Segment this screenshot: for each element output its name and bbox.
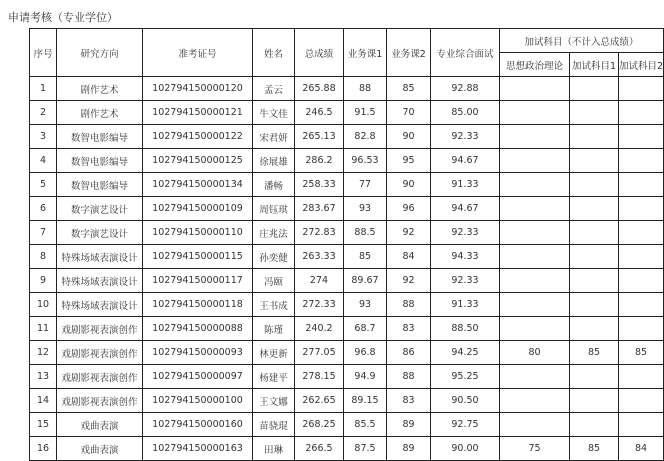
cell-course2: 92 bbox=[387, 269, 431, 293]
header-direction: 研究方向 bbox=[57, 29, 143, 77]
cell-extra1 bbox=[570, 197, 619, 221]
score-table bbox=[29, 28, 664, 461]
cell-ticket: 102794150000117 bbox=[143, 269, 253, 293]
header-extra1: 加试科目1 bbox=[570, 53, 619, 77]
cell-direction: 戏剧影视表演创作 bbox=[57, 317, 143, 341]
cell-course1: 87.5 bbox=[344, 437, 387, 461]
cell-extra-politics bbox=[500, 317, 570, 341]
cell-extra2 bbox=[619, 101, 664, 125]
table-row bbox=[30, 173, 664, 197]
header-interview: 专业综合面试 bbox=[431, 29, 500, 77]
cell-name: 田琳 bbox=[253, 437, 295, 461]
cell-seq: 15 bbox=[30, 413, 57, 437]
cell-interview: 94.67 bbox=[431, 197, 500, 221]
cell-extra2 bbox=[619, 77, 664, 101]
cell-name: 孙奕健 bbox=[253, 245, 295, 269]
cell-direction: 戏剧影视表演创作 bbox=[57, 341, 143, 365]
cell-ticket: 102794150000093 bbox=[143, 341, 253, 365]
cell-extra2 bbox=[619, 317, 664, 341]
cell-interview: 94.67 bbox=[431, 149, 500, 173]
cell-course1: 96.8 bbox=[344, 341, 387, 365]
cell-total: 274 bbox=[295, 269, 344, 293]
header-extra-group: 加试科目（不计入总成绩） bbox=[500, 29, 664, 53]
cell-extra-politics bbox=[500, 197, 570, 221]
cell-course1: 96.53 bbox=[344, 149, 387, 173]
cell-direction: 戏剧影视表演创作 bbox=[57, 389, 143, 413]
cell-extra-politics: 75 bbox=[500, 437, 570, 461]
cell-total: 258.33 bbox=[295, 173, 344, 197]
cell-interview: 92.33 bbox=[431, 269, 500, 293]
header-course1: 业务课1 bbox=[344, 29, 387, 77]
table-row bbox=[30, 197, 664, 221]
cell-extra1 bbox=[570, 245, 619, 269]
cell-name: 苗骁琨 bbox=[253, 413, 295, 437]
cell-interview: 91.33 bbox=[431, 173, 500, 197]
header-name: 姓名 bbox=[253, 29, 295, 77]
cell-course2: 90 bbox=[387, 125, 431, 149]
cell-course1: 82.8 bbox=[344, 125, 387, 149]
cell-direction: 剧作艺术 bbox=[57, 101, 143, 125]
cell-direction: 特殊场域表演设计 bbox=[57, 293, 143, 317]
cell-direction: 特殊场域表演设计 bbox=[57, 245, 143, 269]
cell-extra1 bbox=[570, 269, 619, 293]
cell-name: 林更新 bbox=[253, 341, 295, 365]
cell-total: 277.05 bbox=[295, 341, 344, 365]
cell-extra1 bbox=[570, 125, 619, 149]
header-ticket: 准考证号 bbox=[143, 29, 253, 77]
cell-course1: 93 bbox=[344, 293, 387, 317]
cell-extra-politics bbox=[500, 149, 570, 173]
cell-ticket: 102794150000115 bbox=[143, 245, 253, 269]
cell-interview: 92.33 bbox=[431, 221, 500, 245]
cell-name: 陈瑾 bbox=[253, 317, 295, 341]
cell-interview: 85.00 bbox=[431, 101, 500, 125]
cell-seq: 7 bbox=[30, 221, 57, 245]
header-course2: 业务课2 bbox=[387, 29, 431, 77]
cell-name: 王书成 bbox=[253, 293, 295, 317]
cell-name: 徐展雄 bbox=[253, 149, 295, 173]
cell-interview: 92.33 bbox=[431, 125, 500, 149]
cell-extra-politics bbox=[500, 125, 570, 149]
cell-name: 庄兆法 bbox=[253, 221, 295, 245]
cell-extra1 bbox=[570, 77, 619, 101]
cell-course2: 83 bbox=[387, 317, 431, 341]
table-row bbox=[30, 149, 664, 173]
cell-course1: 77 bbox=[344, 173, 387, 197]
cell-course2: 95 bbox=[387, 149, 431, 173]
cell-extra-politics bbox=[500, 389, 570, 413]
cell-extra-politics bbox=[500, 413, 570, 437]
cell-course2: 88 bbox=[387, 293, 431, 317]
table-body bbox=[30, 77, 664, 461]
cell-extra1 bbox=[570, 413, 619, 437]
cell-interview: 94.33 bbox=[431, 245, 500, 269]
cell-extra2 bbox=[619, 173, 664, 197]
cell-course1: 88.5 bbox=[344, 221, 387, 245]
cell-direction: 数智电影编导 bbox=[57, 173, 143, 197]
cell-name: 孟云 bbox=[253, 77, 295, 101]
cell-extra-politics bbox=[500, 269, 570, 293]
cell-course2: 88 bbox=[387, 365, 431, 389]
cell-extra-politics bbox=[500, 101, 570, 125]
cell-ticket: 102794150000121 bbox=[143, 101, 253, 125]
cell-ticket: 102794150000122 bbox=[143, 125, 253, 149]
cell-extra2 bbox=[619, 413, 664, 437]
table-row bbox=[30, 269, 664, 293]
cell-ticket: 102794150000163 bbox=[143, 437, 253, 461]
table-row bbox=[30, 413, 664, 437]
cell-course2: 70 bbox=[387, 101, 431, 125]
cell-extra2: 85 bbox=[619, 341, 664, 365]
cell-extra-politics bbox=[500, 365, 570, 389]
cell-total: 266.5 bbox=[295, 437, 344, 461]
cell-seq: 10 bbox=[30, 293, 57, 317]
cell-seq: 12 bbox=[30, 341, 57, 365]
cell-course2: 83 bbox=[387, 389, 431, 413]
cell-extra1 bbox=[570, 173, 619, 197]
table-row bbox=[30, 341, 664, 365]
cell-seq: 13 bbox=[30, 365, 57, 389]
cell-course1: 68.7 bbox=[344, 317, 387, 341]
cell-seq: 1 bbox=[30, 77, 57, 101]
cell-course1: 85 bbox=[344, 245, 387, 269]
cell-direction: 特殊场域表演设计 bbox=[57, 269, 143, 293]
cell-extra2 bbox=[619, 221, 664, 245]
cell-extra2 bbox=[619, 389, 664, 413]
table-row bbox=[30, 437, 664, 461]
cell-extra-politics bbox=[500, 173, 570, 197]
cell-name: 宋君妍 bbox=[253, 125, 295, 149]
cell-total: 272.33 bbox=[295, 293, 344, 317]
cell-interview: 88.50 bbox=[431, 317, 500, 341]
cell-direction: 剧作艺术 bbox=[57, 77, 143, 101]
cell-course1: 91.5 bbox=[344, 101, 387, 125]
cell-direction: 数智电影编导 bbox=[57, 149, 143, 173]
header-total: 总成绩 bbox=[295, 29, 344, 77]
cell-interview: 90.00 bbox=[431, 437, 500, 461]
cell-interview: 92.88 bbox=[431, 77, 500, 101]
cell-interview: 94.25 bbox=[431, 341, 500, 365]
cell-course1: 89.15 bbox=[344, 389, 387, 413]
cell-ticket: 102794150000088 bbox=[143, 317, 253, 341]
cell-ticket: 102794150000109 bbox=[143, 197, 253, 221]
cell-ticket: 102794150000120 bbox=[143, 77, 253, 101]
cell-name: 潘畅 bbox=[253, 173, 295, 197]
cell-direction: 戏曲表演 bbox=[57, 413, 143, 437]
cell-extra-politics bbox=[500, 221, 570, 245]
cell-direction: 数智电影编导 bbox=[57, 125, 143, 149]
cell-direction: 戏曲表演 bbox=[57, 437, 143, 461]
cell-course1: 94.9 bbox=[344, 365, 387, 389]
cell-ticket: 102794150000100 bbox=[143, 389, 253, 413]
cell-extra2 bbox=[619, 269, 664, 293]
cell-interview: 90.50 bbox=[431, 389, 500, 413]
cell-name: 杨建平 bbox=[253, 365, 295, 389]
cell-total: 265.88 bbox=[295, 77, 344, 101]
cell-total: 272.83 bbox=[295, 221, 344, 245]
cell-course2: 86 bbox=[387, 341, 431, 365]
cell-name: 冯颐 bbox=[253, 269, 295, 293]
cell-extra1 bbox=[570, 317, 619, 341]
cell-name: 周钰琪 bbox=[253, 197, 295, 221]
cell-seq: 5 bbox=[30, 173, 57, 197]
cell-total: 278.15 bbox=[295, 365, 344, 389]
page-caption: 申请考核（专业学位） bbox=[8, 11, 118, 24]
cell-total: 283.67 bbox=[295, 197, 344, 221]
cell-ticket: 102794150000125 bbox=[143, 149, 253, 173]
cell-extra2 bbox=[619, 245, 664, 269]
header-seq: 序号 bbox=[30, 29, 57, 77]
cell-seq: 9 bbox=[30, 269, 57, 293]
cell-ticket: 102794150000110 bbox=[143, 221, 253, 245]
cell-ticket: 102794150000097 bbox=[143, 365, 253, 389]
table-row bbox=[30, 101, 664, 125]
cell-extra-politics: 80 bbox=[500, 341, 570, 365]
header-extra2: 加试科目2 bbox=[619, 53, 664, 77]
cell-interview: 92.75 bbox=[431, 413, 500, 437]
cell-extra1 bbox=[570, 101, 619, 125]
cell-course1: 93 bbox=[344, 197, 387, 221]
cell-course2: 85 bbox=[387, 77, 431, 101]
cell-extra2 bbox=[619, 125, 664, 149]
table-row bbox=[30, 293, 664, 317]
cell-course1: 88 bbox=[344, 77, 387, 101]
cell-direction: 数字演艺设计 bbox=[57, 197, 143, 221]
cell-direction: 戏剧影视表演创作 bbox=[57, 365, 143, 389]
cell-seq: 14 bbox=[30, 389, 57, 413]
cell-course2: 89 bbox=[387, 437, 431, 461]
table-row bbox=[30, 125, 664, 149]
header-extra-politics: 思想政治理论 bbox=[500, 53, 570, 77]
cell-interview: 95.25 bbox=[431, 365, 500, 389]
cell-total: 263.33 bbox=[295, 245, 344, 269]
cell-extra2 bbox=[619, 365, 664, 389]
table-row bbox=[30, 365, 664, 389]
cell-name: 王文娜 bbox=[253, 389, 295, 413]
cell-extra1 bbox=[570, 149, 619, 173]
cell-name: 牛文佳 bbox=[253, 101, 295, 125]
table-row bbox=[30, 245, 664, 269]
cell-course2: 89 bbox=[387, 413, 431, 437]
cell-seq: 8 bbox=[30, 245, 57, 269]
cell-course2: 96 bbox=[387, 197, 431, 221]
table-row bbox=[30, 317, 664, 341]
table-row bbox=[30, 77, 664, 101]
cell-extra2 bbox=[619, 293, 664, 317]
cell-extra1: 85 bbox=[570, 341, 619, 365]
table-row bbox=[30, 389, 664, 413]
cell-total: 265.13 bbox=[295, 125, 344, 149]
table-row bbox=[30, 221, 664, 245]
cell-course2: 90 bbox=[387, 173, 431, 197]
cell-seq: 3 bbox=[30, 125, 57, 149]
cell-ticket: 102794150000118 bbox=[143, 293, 253, 317]
cell-course1: 85.5 bbox=[344, 413, 387, 437]
cell-ticket: 102794150000134 bbox=[143, 173, 253, 197]
cell-extra2 bbox=[619, 149, 664, 173]
cell-extra-politics bbox=[500, 293, 570, 317]
cell-extra1 bbox=[570, 365, 619, 389]
cell-seq: 16 bbox=[30, 437, 57, 461]
cell-extra-politics bbox=[500, 245, 570, 269]
cell-interview: 91.33 bbox=[431, 293, 500, 317]
cell-total: 268.25 bbox=[295, 413, 344, 437]
cell-ticket: 102794150000160 bbox=[143, 413, 253, 437]
cell-seq: 6 bbox=[30, 197, 57, 221]
cell-total: 246.5 bbox=[295, 101, 344, 125]
cell-total: 286.2 bbox=[295, 149, 344, 173]
cell-total: 240.2 bbox=[295, 317, 344, 341]
cell-seq: 11 bbox=[30, 317, 57, 341]
cell-extra1 bbox=[570, 389, 619, 413]
cell-extra2 bbox=[619, 197, 664, 221]
cell-seq: 4 bbox=[30, 149, 57, 173]
cell-total: 262.65 bbox=[295, 389, 344, 413]
cell-extra1 bbox=[570, 221, 619, 245]
cell-direction: 数字演艺设计 bbox=[57, 221, 143, 245]
cell-extra1: 85 bbox=[570, 437, 619, 461]
cell-extra1 bbox=[570, 293, 619, 317]
cell-extra2: 84 bbox=[619, 437, 664, 461]
cell-seq: 2 bbox=[30, 101, 57, 125]
cell-course1: 89.67 bbox=[344, 269, 387, 293]
cell-course2: 92 bbox=[387, 221, 431, 245]
cell-course2: 84 bbox=[387, 245, 431, 269]
cell-extra-politics bbox=[500, 77, 570, 101]
